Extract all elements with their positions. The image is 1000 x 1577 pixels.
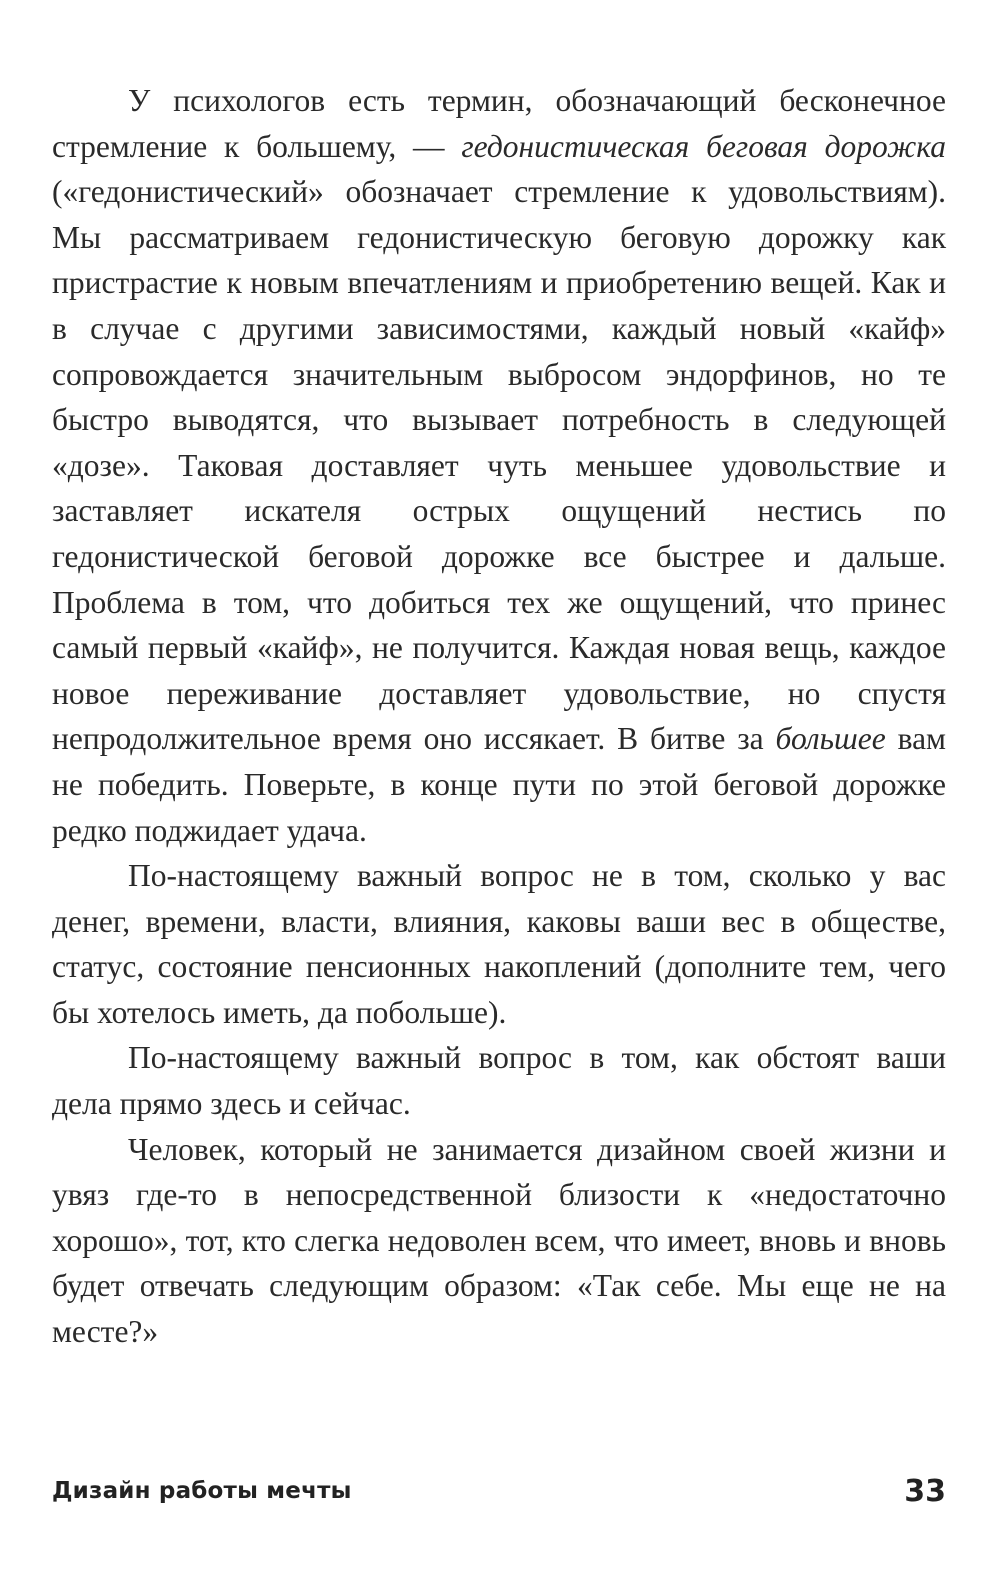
paragraph-1: [52, 78, 946, 853]
paragraph-4-text: Человек, который не занимается дизайном своей жизни и увяз где-то в непосредственной близости к «недостаточно хорошо», тот, кто слегка недоволен всем, что имеет, вновь и вновь будет отвечать следующим образом: «Так себе. Мы еще не на месте?»: [52, 1131, 946, 1350]
paragraph-4: [52, 1127, 946, 1355]
page-body: [52, 78, 946, 1355]
paragraph-1-text: У психологов есть термин, обозначающий бесконечное стремление к большему, —: [52, 83, 946, 164]
paragraph-3-text: По-настоящему важный вопрос в том, как обстоят ваши дела прямо здесь и сейчас.: [52, 1040, 946, 1122]
paragraph-1-more-emphasis: большее: [775, 721, 886, 757]
paragraph-2-text: По-настоящему важный вопрос не в том, сколько у вас денег, времени, власти, влияния, каковы ваши вес в обществе, статус, состояние пенсионных накоплений (дополните тем, чего бы хотелось иметь, да побольше).: [52, 858, 946, 1030]
paragraph-2: [52, 853, 946, 1035]
running-footer-book-title: Дизайн работы мечты: [52, 1478, 352, 1504]
paragraph-3: [52, 1035, 946, 1126]
paragraph-1-text: вам не победить. Поверьте, в конце пути по этой беговой дорожке редко поджидает удача.: [52, 721, 946, 848]
page-footer: [52, 1476, 946, 1516]
paragraph-1-text: («гедонистический» обозначает стремление к удовольствиям). Мы рассматриваем гедонистическую беговую дорожку как пристрастие к новым впечатлениям и приобретению вещей. Как и в случае с другими зависимостями, каждый новый «кайф» сопровождается значительным выбросом эндорфинов, но те быстро выводятся, что вызывает потребность в следующей «дозе». Таковая доставляет чуть меньшее удовольствие и заставляет искателя острых ощущений нестись по гедонистической беговой дорожке все быстрее и дальше. Проблема в том, что добиться тех же ощущений, что принес самый первый «кайф», не получится. Каждая новая вещь, каждое новое переживание доставляет удовольствие, но спустя непродолжительное время оно иссякает. В битве за: [52, 174, 946, 757]
paragraph-1-term-emphasis: гедонистическая беговая дорожка: [461, 128, 947, 164]
page-number: 33: [904, 1474, 946, 1509]
